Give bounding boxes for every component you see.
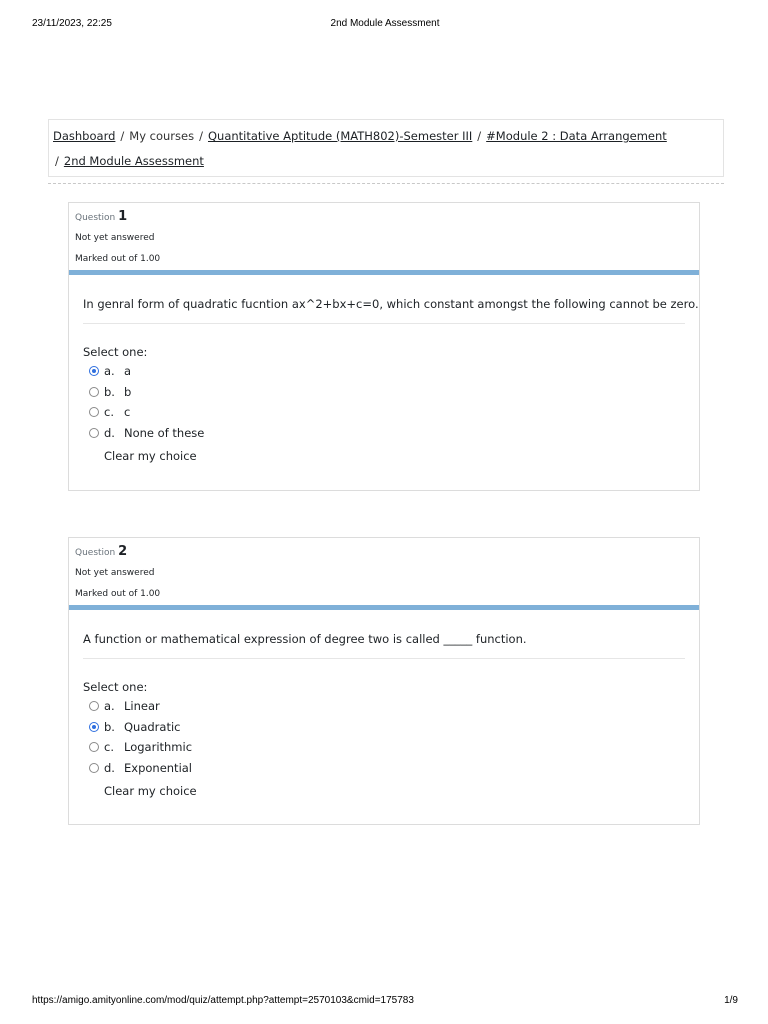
question-label: Question <box>75 213 116 223</box>
question-info <box>69 538 699 610</box>
radio-button[interactable] <box>89 701 99 711</box>
question-number-value: 2 <box>118 544 128 559</box>
breadcrumb-module-link[interactable]: #Module 2 : Data Arrangement <box>486 129 667 143</box>
question-1 <box>68 202 700 491</box>
question-grade: Marked out of 1.00 <box>75 589 161 599</box>
question-label: Question <box>75 548 116 558</box>
print-header <box>32 18 738 32</box>
clear-choice-link[interactable]: Clear my choice <box>104 449 197 463</box>
option-letter: a. <box>104 699 115 713</box>
breadcrumb <box>48 119 724 177</box>
question-number <box>75 544 127 559</box>
radio-button[interactable] <box>89 407 99 417</box>
option-letter: a. <box>104 364 115 378</box>
option-letter: b. <box>104 720 115 734</box>
breadcrumb-separator: / <box>120 129 125 143</box>
divider <box>48 183 724 184</box>
radio-button[interactable] <box>89 742 99 752</box>
option-b[interactable] <box>89 719 181 735</box>
option-text: Linear <box>124 699 160 713</box>
option-a[interactable] <box>89 363 131 379</box>
print-footer <box>32 995 738 1009</box>
option-letter: d. <box>104 426 115 440</box>
question-text: In genral form of quadratic fucntion ax^2+bx+c=0, which constant amongst the following cannot be zero. <box>83 297 699 311</box>
radio-button[interactable] <box>89 387 99 397</box>
radio-button[interactable] <box>89 763 99 773</box>
print-page-number: 1/9 <box>724 995 738 1006</box>
option-c[interactable] <box>89 739 192 755</box>
option-text: a <box>124 364 132 378</box>
option-b[interactable] <box>89 384 131 400</box>
option-text: Quadratic <box>124 720 181 734</box>
breadcrumb-course-link[interactable]: Quantitative Aptitude (MATH802)-Semester III <box>207 129 473 143</box>
breadcrumb-separator: / <box>199 129 203 143</box>
option-letter: b. <box>104 385 115 399</box>
print-title: 2nd Module Assessment <box>330 18 440 29</box>
radio-button-checked[interactable] <box>89 722 99 732</box>
select-one-prompt: Select one: <box>83 345 148 359</box>
breadcrumb-separator: / <box>55 154 59 168</box>
option-letter: d. <box>104 761 115 775</box>
option-text: None of these <box>124 426 205 440</box>
question-number <box>75 209 127 224</box>
radio-button[interactable] <box>89 428 99 438</box>
question-divider <box>83 323 685 324</box>
question-divider <box>83 658 685 659</box>
question-state: Not yet answered <box>75 568 155 578</box>
question-state: Not yet answered <box>75 233 155 243</box>
option-text: c <box>124 405 131 419</box>
option-text: Logarithmic <box>124 740 193 754</box>
question-number-value: 1 <box>118 209 128 224</box>
breadcrumb-dashboard-link[interactable]: Dashboard <box>53 129 116 143</box>
option-c[interactable] <box>89 404 130 420</box>
print-url: https://amigo.amityonline.com/mod/quiz/attempt.php?attempt=2570103&cmid=175783 <box>32 995 414 1006</box>
breadcrumb-my-courses: My courses <box>129 129 195 143</box>
question-grade: Marked out of 1.00 <box>75 254 161 264</box>
breadcrumb-row-2 <box>53 154 204 168</box>
option-a[interactable] <box>89 698 160 714</box>
radio-button-checked[interactable] <box>89 366 99 376</box>
print-date: 23/11/2023, 22:25 <box>32 18 112 29</box>
option-d[interactable] <box>89 760 192 776</box>
breadcrumb-separator: / <box>477 129 482 143</box>
option-d[interactable] <box>89 425 204 441</box>
option-letter: c. <box>104 740 114 754</box>
option-text: b <box>124 385 132 399</box>
question-info <box>69 203 699 275</box>
select-one-prompt: Select one: <box>83 680 148 694</box>
option-text: Exponential <box>124 761 193 775</box>
breadcrumb-row-1 <box>53 129 667 143</box>
clear-choice-link[interactable]: Clear my choice <box>104 784 197 798</box>
question-2 <box>68 537 700 825</box>
question-text: A function or mathematical expression of degree two is called _____ function. <box>83 632 527 646</box>
breadcrumb-assessment-link[interactable]: 2nd Module Assessment <box>63 154 204 168</box>
option-letter: c. <box>104 405 114 419</box>
